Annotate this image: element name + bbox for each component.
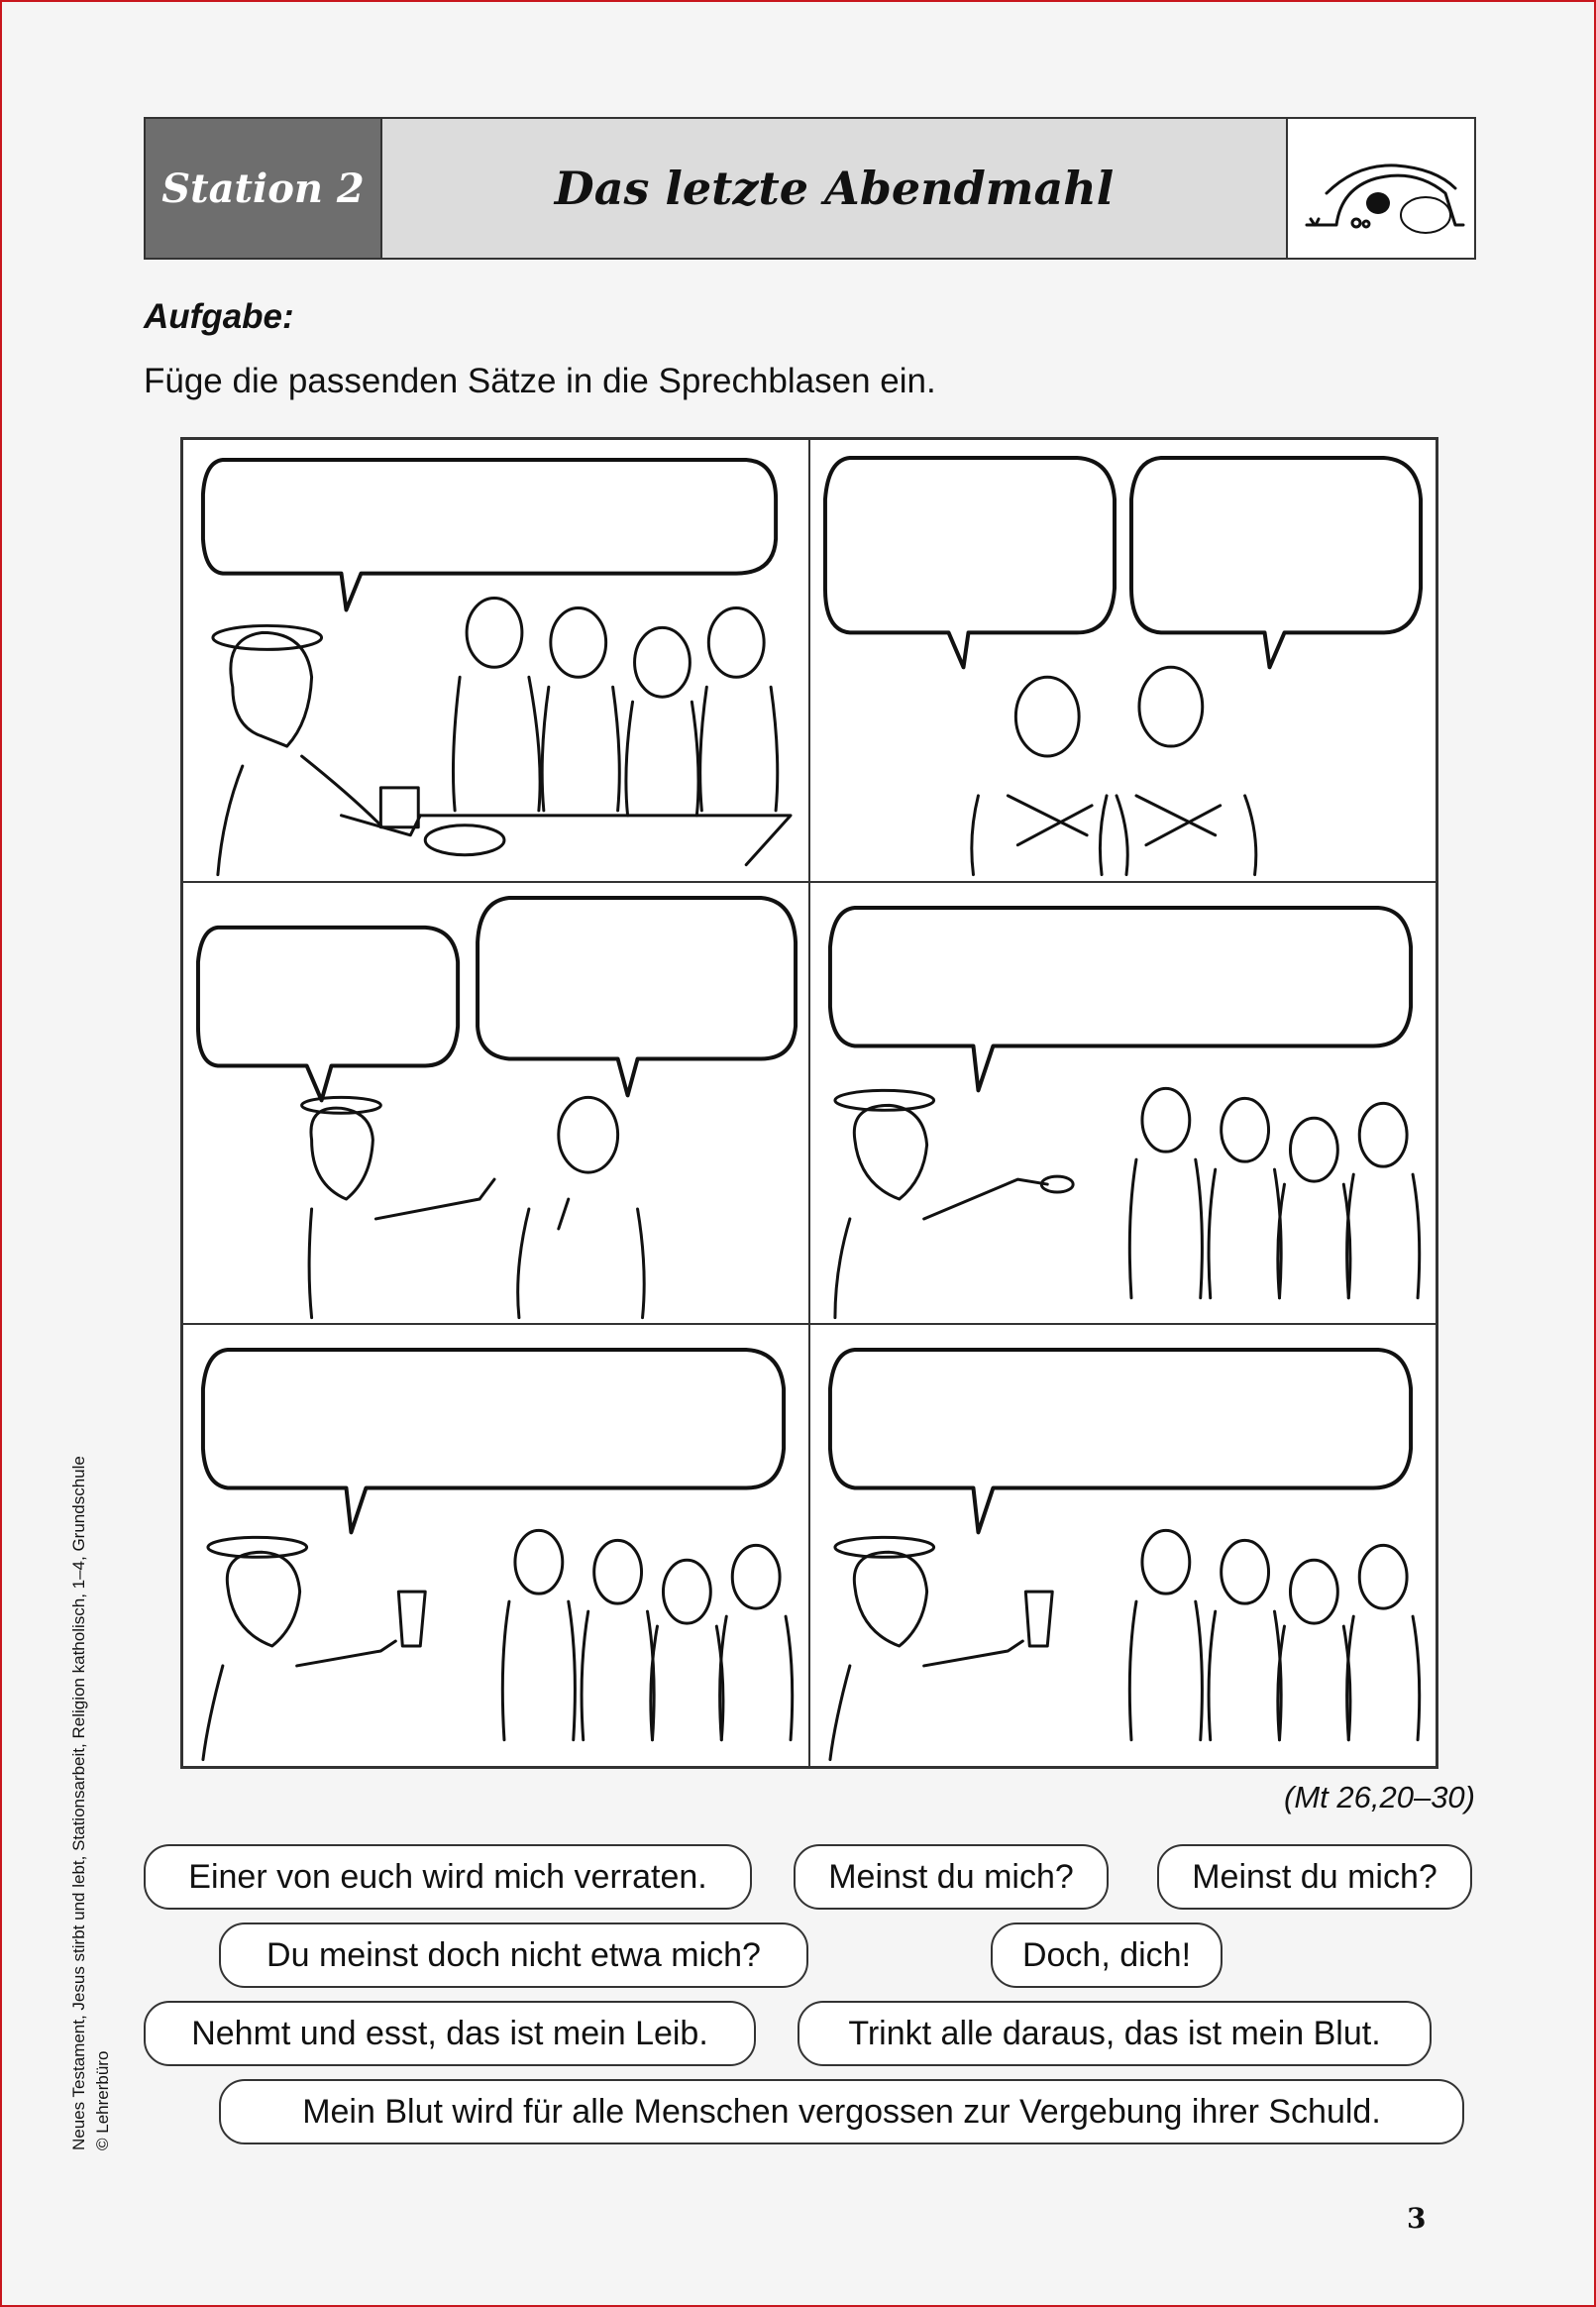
copyright-line-1: Neues Testament, Jesus stirbt und lebt, Stationsarbeit, Religion katholisch, 1–4, Grundschule — [69, 1456, 88, 2150]
copyright-note — [67, 1456, 115, 2150]
sentence-card[interactable]: Mein Blut wird für alle Menschen vergossen zur Vergebung ihrer Schuld. — [219, 2079, 1464, 2144]
page-number: 3 — [1407, 2202, 1427, 2235]
sentence-card[interactable]: Meinst du mich? — [794, 1844, 1109, 1910]
comic-panel-6 — [809, 1324, 1436, 1767]
speech-bubble[interactable] — [203, 1350, 784, 1532]
speech-bubble[interactable] — [825, 458, 1115, 667]
speech-bubble[interactable] — [478, 898, 796, 1095]
task-instruction: Füge die passenden Sätze in die Sprechblasen ein. — [144, 362, 936, 400]
jesus-figure — [213, 625, 420, 874]
bible-reference: (Mt 26,20–30) — [1284, 1780, 1475, 1814]
sentence-card[interactable]: Du meinst doch nicht etwa mich? — [219, 1922, 808, 1988]
sentence-card[interactable]: Meinst du mich? — [1157, 1844, 1472, 1910]
speech-bubble[interactable] — [830, 1350, 1411, 1532]
sentence-card[interactable]: Einer von euch wird mich verraten. — [144, 1844, 752, 1910]
header-banner — [144, 117, 1476, 260]
task-label: Aufgabe: — [144, 297, 294, 336]
comic-grid — [180, 437, 1438, 1769]
speech-bubble[interactable] — [203, 460, 776, 610]
disciples-group — [453, 599, 777, 816]
station-label: Station 2 — [146, 119, 382, 258]
copyright-line-2: © Lehrerbüro — [93, 2050, 112, 2150]
sentence-card[interactable]: Nehmt und esst, das ist mein Leib. — [144, 2001, 756, 2066]
comic-panel-3 — [182, 882, 809, 1325]
speech-bubble[interactable] — [830, 908, 1411, 1090]
sentence-card[interactable]: Doch, dich! — [991, 1922, 1223, 1988]
sentence-card[interactable]: Trinkt alle daraus, das ist mein Blut. — [798, 2001, 1432, 2066]
comic-panel-2 — [809, 439, 1436, 882]
comic-panel-5 — [182, 1324, 809, 1767]
cave-tomb-icon — [1288, 119, 1474, 258]
speech-bubble[interactable] — [1131, 458, 1421, 667]
comic-panel-1 — [182, 439, 809, 882]
speech-bubble[interactable] — [198, 928, 458, 1100]
comic-panel-4 — [809, 882, 1436, 1325]
page-title: Das letzte Abendmahl — [382, 119, 1288, 258]
